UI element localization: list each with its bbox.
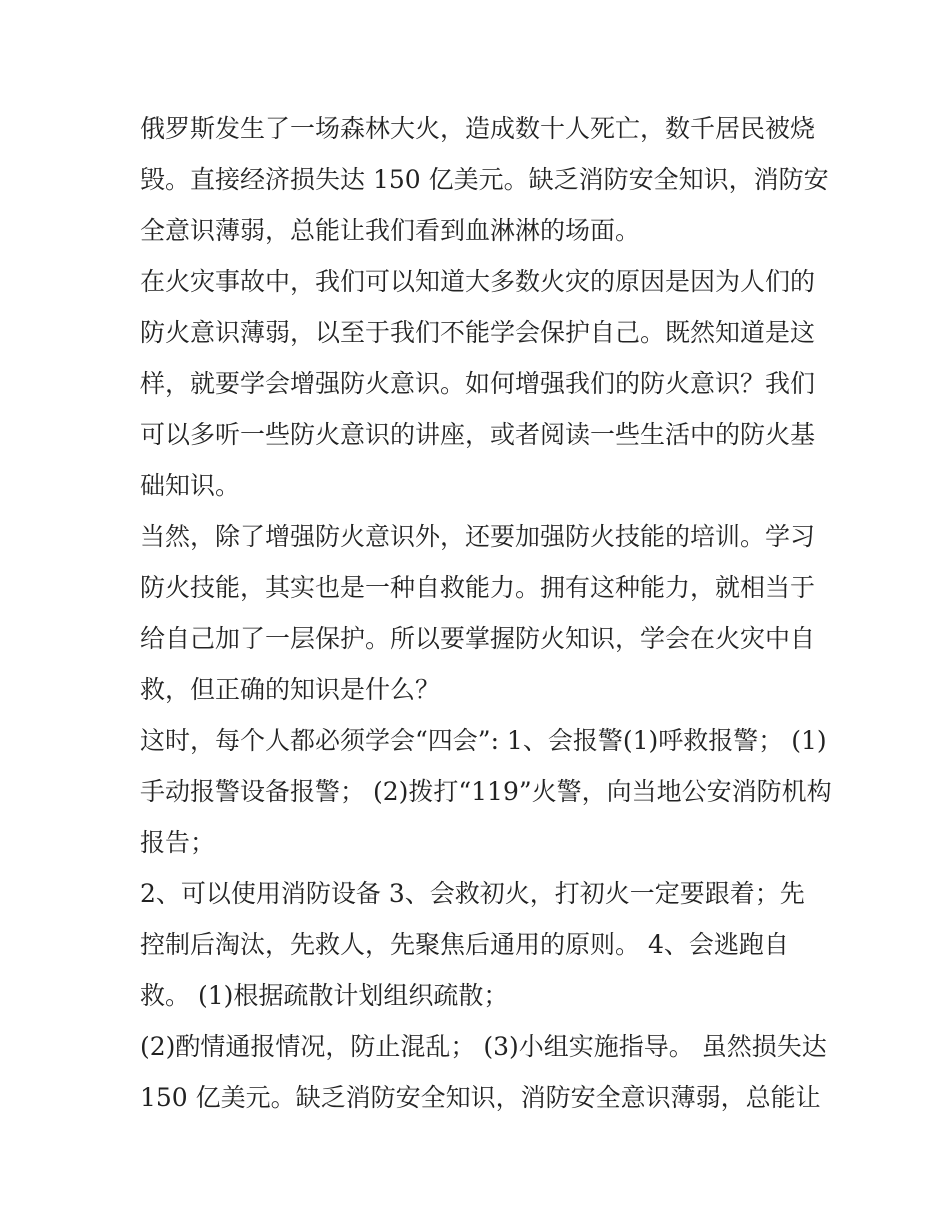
text-line: 手动报警设备报警； (2)拨打“119”火警，向当地公安消防机构: [140, 777, 832, 806]
text-line: 给自己加了一层保护。所以要掌握防火知识，学会在火灾中自: [140, 624, 816, 653]
text-line: 俄罗斯发生了一场森林大火，造成数十人死亡，数千居民被烧: [140, 114, 816, 143]
text-line: 救，但正确的知识是什么？: [140, 675, 441, 704]
text-line: 控制后淘汰，先救人，先聚焦后通用的原则。 4、会逃跑自: [140, 930, 789, 959]
text-line: 救。 (1)根据疏散计划组织疏散；: [140, 981, 509, 1010]
text-line: 报告；: [140, 828, 216, 857]
text-line: 在火灾事故中，我们可以知道大多数火灾的原因是因为人们的: [140, 267, 816, 296]
text-line: (2)酌情通报情况，防止混乱； (3)小组实施指导。 虽然损失达: [140, 1032, 827, 1061]
text-line: 这时，每个人都必须学会“四会”: 1、会报警(1)呼救报警； (1): [140, 726, 827, 755]
text-line: 2、可以使用消防设备 3、会救初火，打初火一定要跟着；先: [140, 879, 805, 908]
text-line: 当然，除了增强防火意识外，还要加强防火技能的培训。学习: [140, 522, 816, 551]
text-line: 样，就要学会增强防火意识。如何增强我们的防火意识？我们: [140, 369, 816, 398]
text-line: 全意识薄弱，总能让我们看到血淋淋的场面。: [140, 216, 641, 245]
text-line: 可以多听一些防火意识的讲座，或者阅读一些生活中的防火基: [140, 420, 816, 449]
text-line: 毁。直接经济损失达 150 亿美元。缺乏消防安全知识，消防安: [140, 165, 829, 194]
text-line: 150 亿美元。缺乏消防安全知识，消防安全意识薄弱，总能让: [140, 1083, 821, 1112]
text-line: 防火技能，其实也是一种自救能力。拥有这种能力，就相当于: [140, 573, 816, 602]
text-line: 防火意识薄弱，以至于我们不能学会保护自己。既然知道是这: [140, 318, 816, 347]
document-body: [140, 103, 832, 1123]
text-line: 础知识。: [140, 471, 241, 500]
